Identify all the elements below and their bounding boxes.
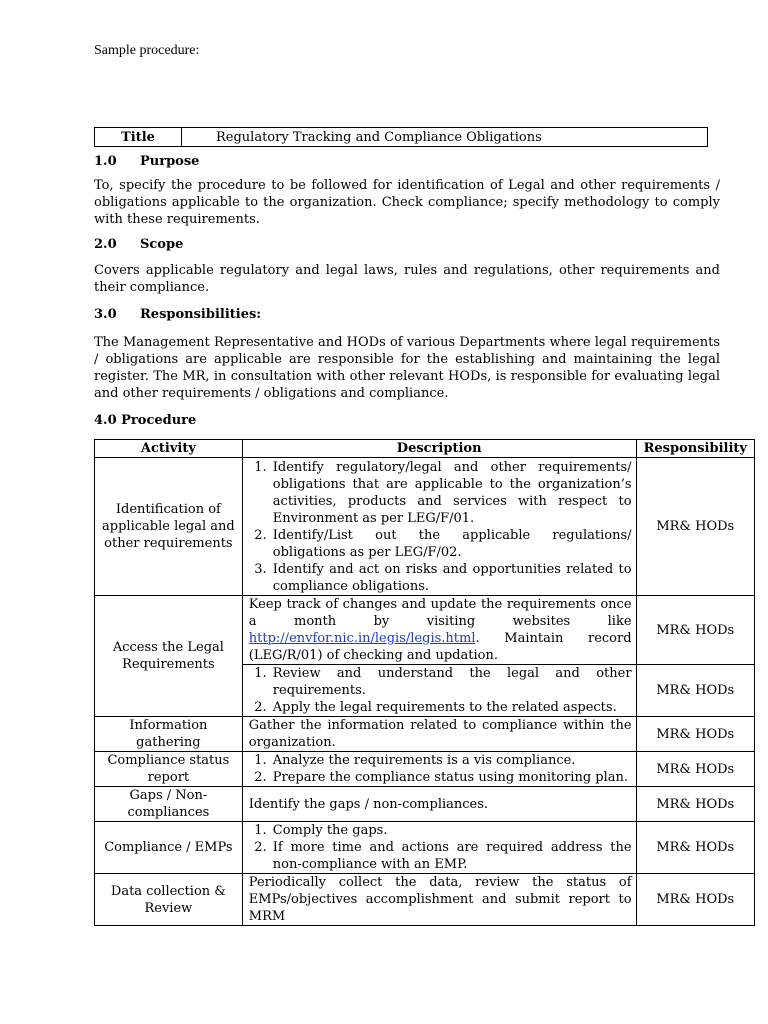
activity-cell: Identification of applicable legal and other requirements	[95, 458, 243, 596]
description-text: Keep track of changes and update the requirements once a month by visiting websites like	[248, 597, 632, 629]
description-cell: Periodically collect the data, review the status of EMPs/objectives accomplishment and submit report to MRM	[242, 874, 636, 926]
list-item: 2. Prepare the compliance status using monitoring plan.	[271, 769, 632, 786]
list-item: 2. Identify/List out the applicable regulations/ obligations as per LEG/F/02.	[271, 527, 632, 561]
responsibility-cell: MR& HODs	[636, 822, 754, 874]
title-value: Regulatory Tracking and Compliance Obligations	[182, 128, 708, 147]
activity-cell: Compliance / EMPs	[95, 822, 243, 874]
scope-heading	[94, 236, 720, 253]
title-table	[94, 127, 708, 147]
scope-title: Scope	[140, 237, 184, 252]
description-header: Description	[242, 440, 636, 458]
responsibility-header: Responsibility	[636, 440, 754, 458]
table-row	[95, 874, 755, 926]
responsibility-cell: MR& HODs	[636, 787, 754, 822]
procedure-heading: 4.0 Procedure	[94, 413, 197, 428]
legis-link[interactable]: http://envfor.nic.in/legis/legis.html	[248, 631, 476, 646]
list-item: 1. Analyze the requirements is a vis compliance.	[271, 752, 632, 769]
scope-text: Covers applicable regulatory and legal laws, rules and regulations, other requirements and their compliance.	[94, 263, 720, 295]
table-row	[95, 717, 755, 752]
table-row	[95, 458, 755, 596]
activity-cell: Compliance status report	[95, 752, 243, 787]
responsibility-cell: MR& HODs	[636, 874, 754, 926]
table-row	[95, 822, 755, 874]
sample-label: Sample procedure:	[94, 43, 200, 58]
activity-header: Activity	[95, 440, 243, 458]
description-cell	[242, 665, 636, 717]
responsibilities-heading	[94, 306, 720, 323]
title-label: Title	[95, 128, 182, 147]
list-item: 1. Identify regulatory/legal and other requirements/ obligations that are applicable to the organization’s activities, products and services with respect to Environment as per LEG/F/01.	[271, 459, 632, 527]
responsibility-cell: MR& HODs	[636, 665, 754, 717]
activity-cell: Gaps / Non-compliances	[95, 787, 243, 822]
description-text-after: . Maintain record (LEG/R/01) of checking and updation.	[248, 631, 632, 663]
table-header-row	[95, 440, 755, 458]
purpose-heading	[94, 153, 720, 170]
responsibilities-text: The Management Representative and HODs of various Departments where legal requirements / obligations are applicable are responsible for the establishing and maintaining the legal register. The MR, in consultation with other relevant HODs, is responsible for evaluating legal and other requirements / obligations and compliance.	[94, 335, 720, 401]
responsibility-cell: MR& HODs	[636, 596, 754, 665]
responsibility-cell: MR& HODs	[636, 752, 754, 787]
description-cell	[242, 596, 636, 665]
table-row	[95, 596, 755, 665]
responsibilities-title: Responsibilities:	[140, 307, 262, 322]
description-cell: Identify the gaps / non-compliances.	[242, 787, 636, 822]
purpose-text: To, specify the procedure to be followed for identification of Legal and other requirements / obligations applicable to the organization. Check compliance; specify methodology to comply with these requirements.	[94, 178, 720, 227]
table-row	[95, 787, 755, 822]
purpose-title: Purpose	[140, 154, 200, 169]
list-item: 1. Review and understand the legal and other requirements.	[271, 665, 632, 699]
activity-cell: Information gathering	[95, 717, 243, 752]
responsibilities-num: 3.0	[94, 307, 117, 322]
description-cell	[242, 752, 636, 787]
responsibility-cell: MR& HODs	[636, 717, 754, 752]
description-cell: Gather the information related to compliance within the organization.	[242, 717, 636, 752]
responsibility-cell: MR& HODs	[636, 458, 754, 596]
activity-cell: Data collection & Review	[95, 874, 243, 926]
table-row	[95, 752, 755, 787]
procedure-table	[94, 439, 755, 926]
list-item: 2. Apply the legal requirements to the related aspects.	[271, 699, 632, 716]
purpose-num: 1.0	[94, 154, 117, 169]
scope-num: 2.0	[94, 237, 117, 252]
activity-cell: Access the Legal Requirements	[95, 596, 243, 717]
list-item: 2. If more time and actions are required address the non-compliance with an EMP.	[271, 839, 632, 873]
description-cell	[242, 822, 636, 874]
list-item: 3. Identify and act on risks and opportunities related to compliance obligations.	[271, 561, 632, 595]
list-item: 1. Comply the gaps.	[271, 822, 632, 839]
description-cell	[242, 458, 636, 596]
